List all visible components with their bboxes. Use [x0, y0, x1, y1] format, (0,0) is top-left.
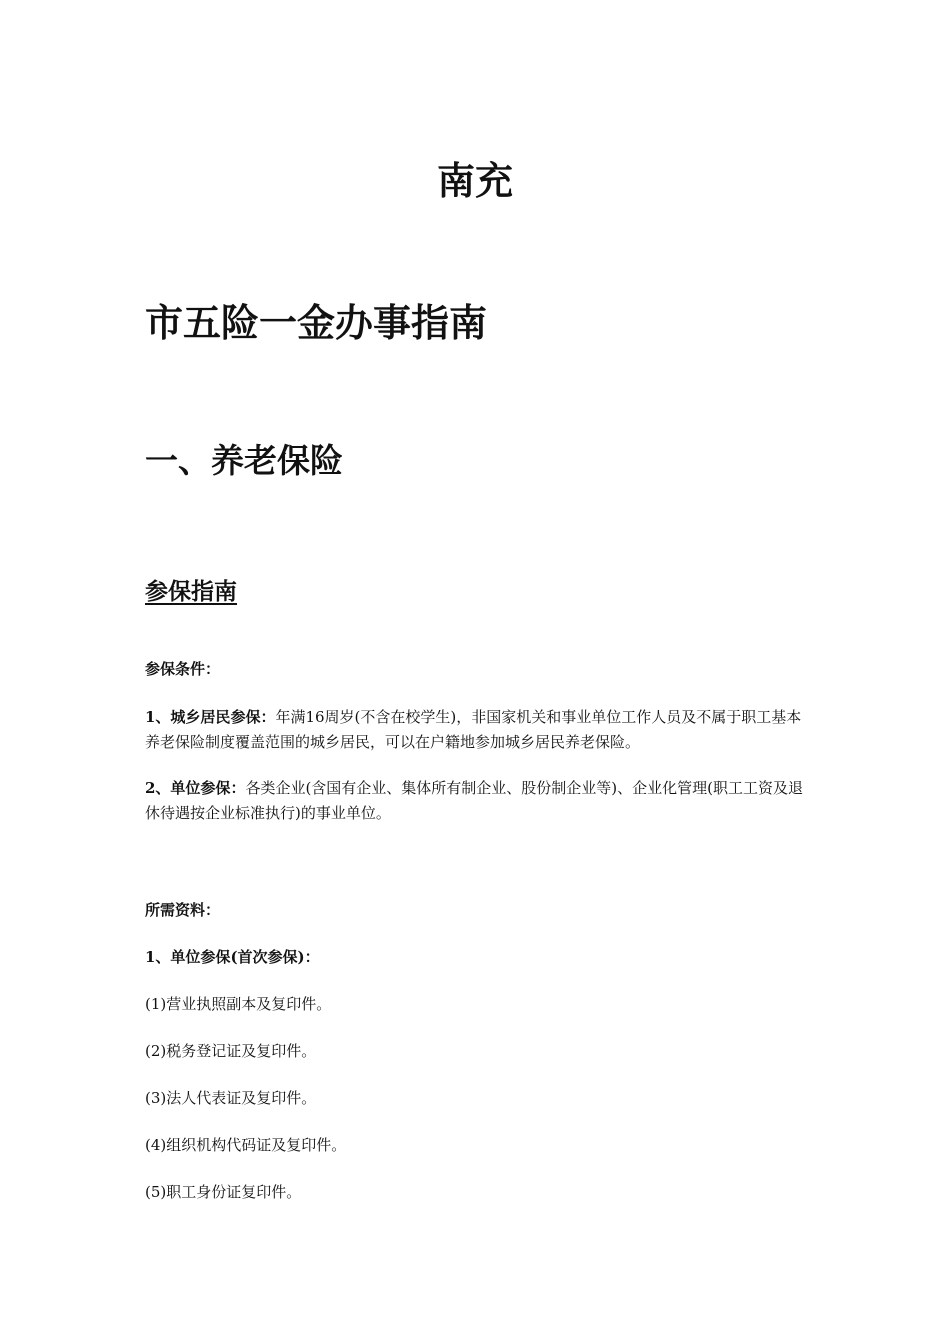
material-item-5: (5)职工身份证复印件。 — [145, 1183, 302, 1201]
material-item-4: (4)组织机构代码证及复印件。 — [145, 1136, 347, 1154]
condition-item-2 — [145, 776, 805, 826]
document-title-city: 南充 — [436, 159, 513, 203]
material-item-1: (1)营业执照副本及复印件。 — [145, 995, 332, 1013]
condition-item-1-text: 年满16周岁(不含在校学生)，非国家机关和事业单位工作人员及不属于职工基本养老保险制度覆盖范围的城乡居民，可以在户籍地参加城乡居民养老保险。 — [145, 708, 802, 751]
material-item-3: (3)法人代表证及复印件。 — [145, 1089, 317, 1107]
material-item-2: (2)税务登记证及复印件。 — [145, 1042, 317, 1060]
condition-item-1-lead: 1、城乡居民参保： — [145, 708, 276, 726]
condition-item-2-text: 各类企业(含国有企业、集体所有制企业、股份制企业等)、企业化管理(职工工资及退休待遇按企业标准执行)的事业单位。 — [145, 779, 804, 822]
document-title-main: 市五险一金办事指南 — [145, 301, 488, 345]
condition-item-2-lead: 2、单位参保： — [145, 779, 246, 797]
condition-item-1 — [145, 705, 805, 755]
conditions-label: 参保条件： — [145, 660, 221, 678]
materials-label: 所需资料： — [145, 901, 221, 919]
section-heading-pension: 一、养老保险 — [145, 441, 343, 480]
subheading-enrollment-guide: 参保指南 — [145, 579, 237, 605]
materials-group-label: 1、单位参保(首次参保)： — [145, 948, 320, 966]
